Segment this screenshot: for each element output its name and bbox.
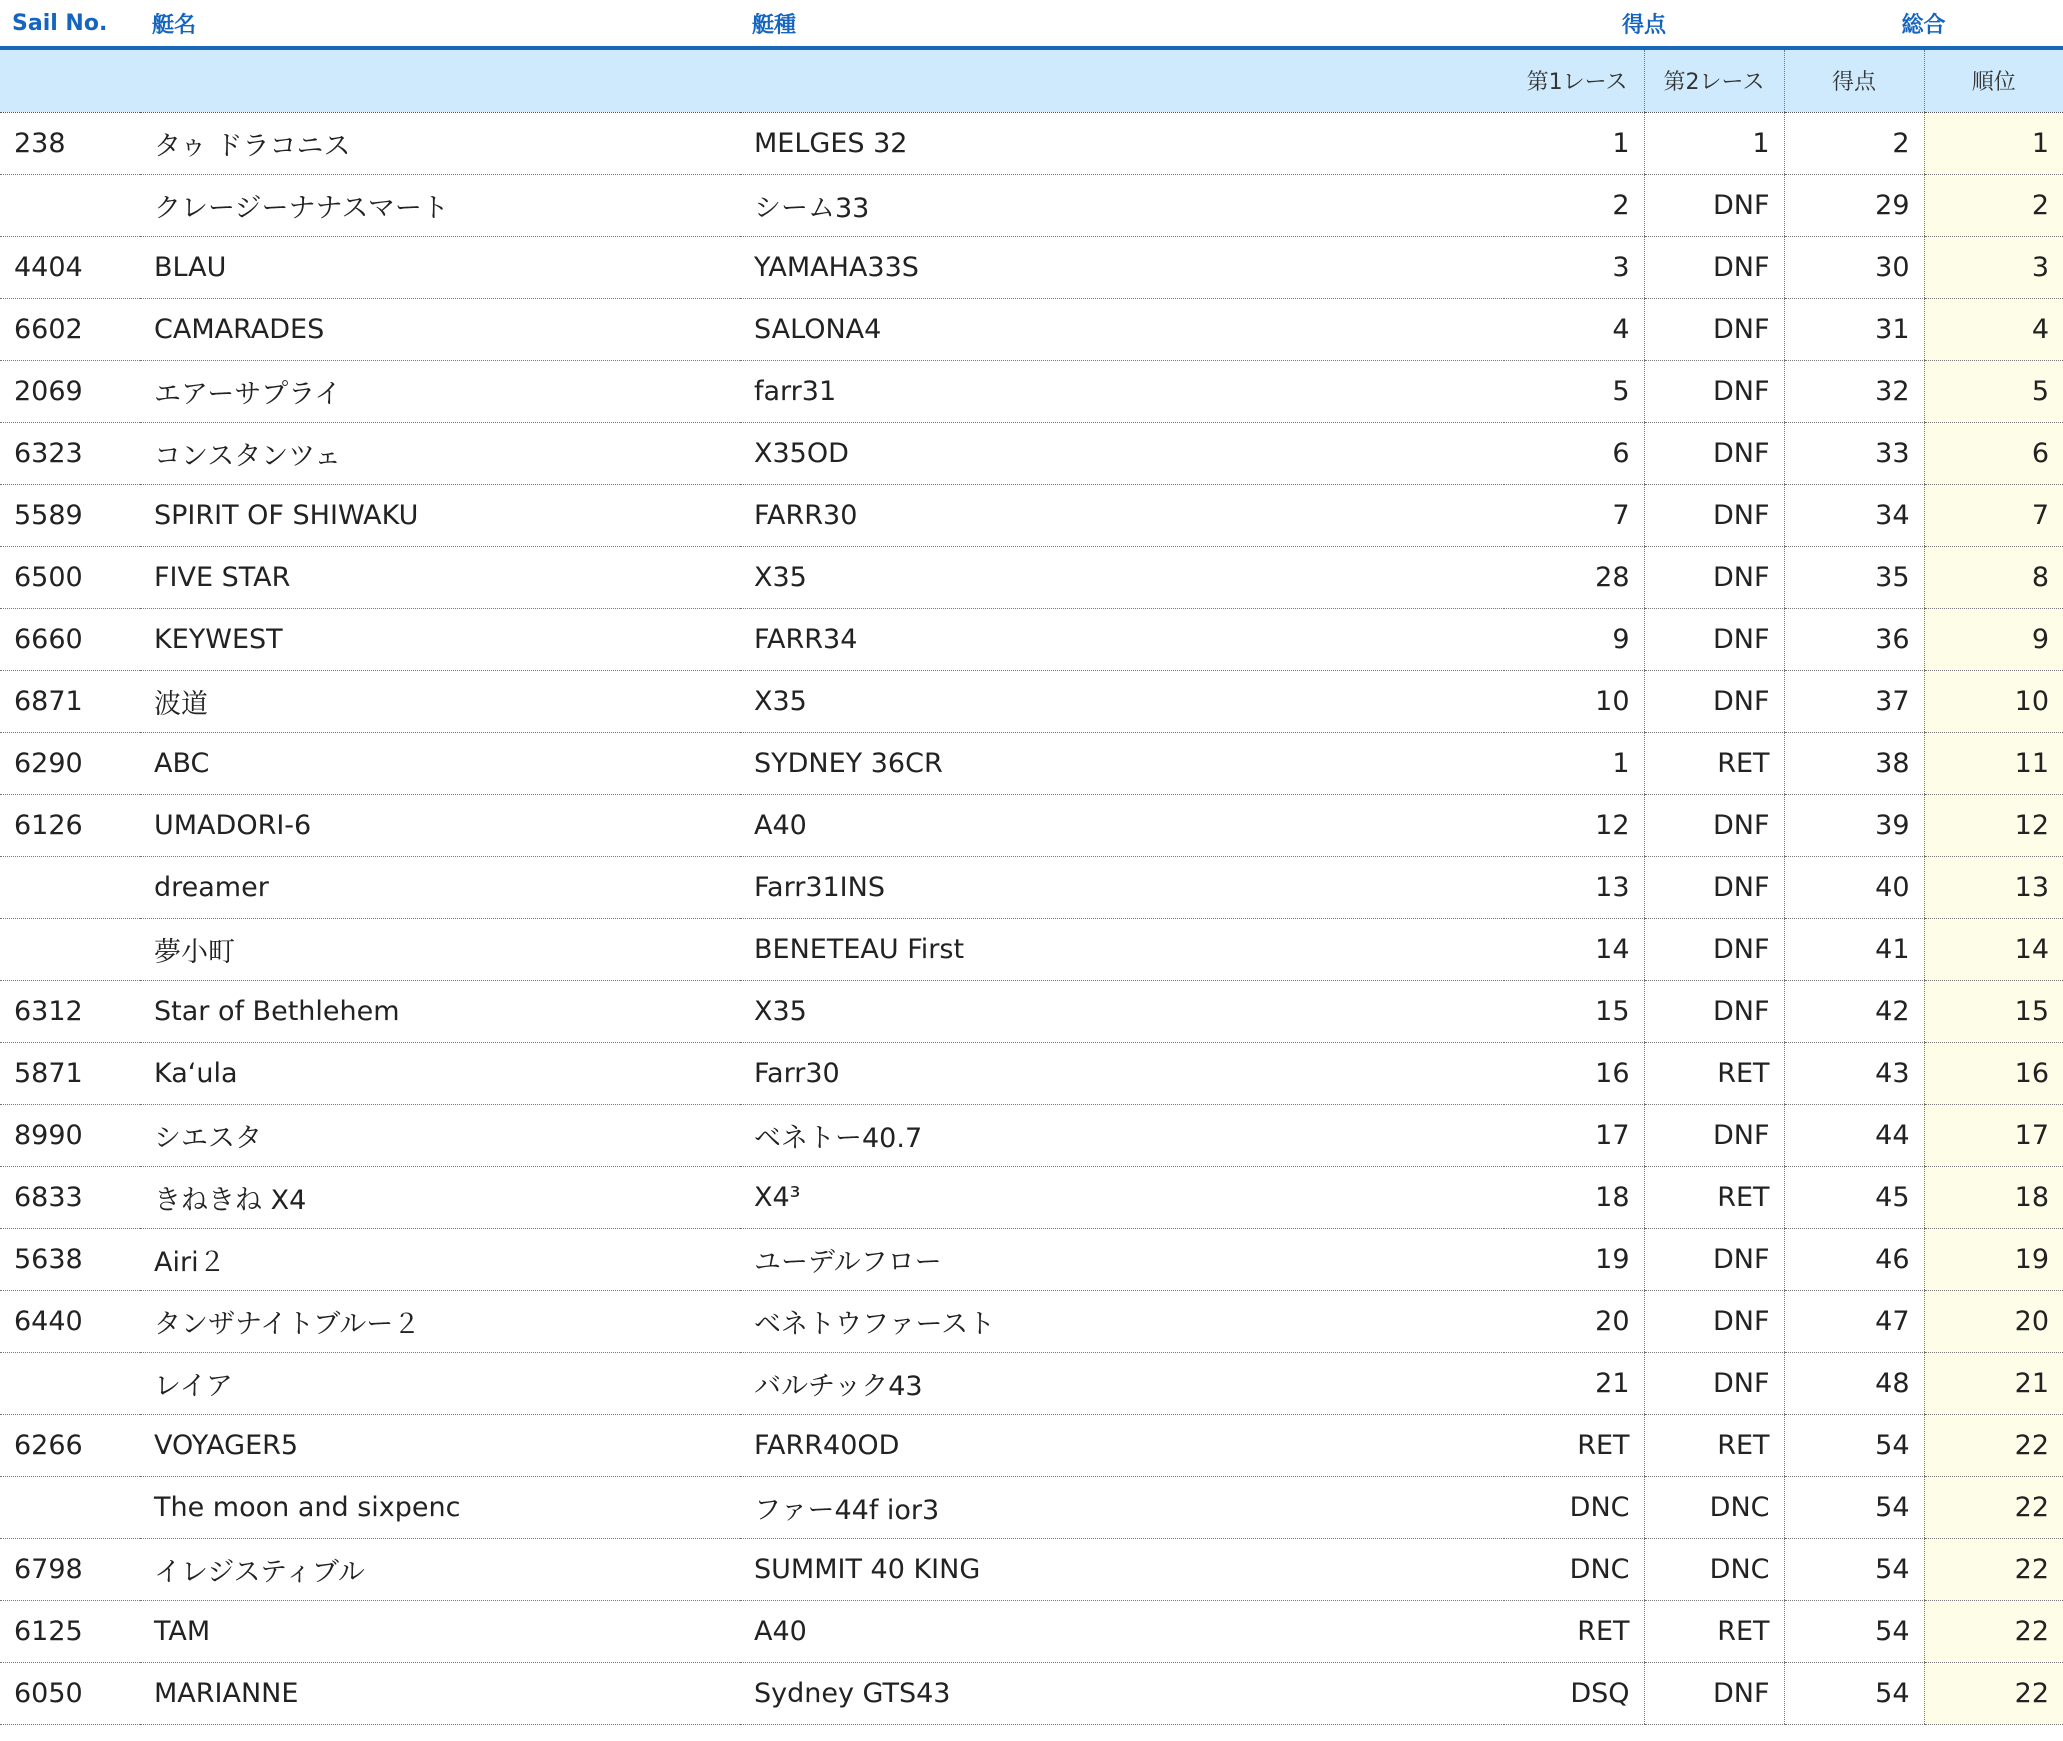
race2-score-cell: DNF	[1644, 1352, 1784, 1414]
total-points-cell: 45	[1784, 1166, 1924, 1228]
total-points-cell: 44	[1784, 1104, 1924, 1166]
boat-name-cell: CAMARADES	[140, 298, 740, 360]
subheader-empty	[740, 48, 1504, 112]
race2-score-cell: DNF	[1644, 1104, 1784, 1166]
boat-type-cell: A40	[740, 794, 1504, 856]
table-row	[0, 1662, 2063, 1724]
table-row	[0, 236, 2063, 298]
race1-score-cell: DNC	[1504, 1538, 1644, 1600]
table-row	[0, 484, 2063, 546]
rank-cell: 18	[1924, 1166, 2063, 1228]
table-row	[0, 298, 2063, 360]
race2-score-cell: DNC	[1644, 1476, 1784, 1538]
table-row	[0, 1600, 2063, 1662]
subheader-row	[0, 48, 2063, 112]
rank-cell: 22	[1924, 1476, 2063, 1538]
race1-score-cell: 3	[1504, 236, 1644, 298]
race1-score-cell: 21	[1504, 1352, 1644, 1414]
race1-score-cell: RET	[1504, 1414, 1644, 1476]
table-row	[0, 1042, 2063, 1104]
race2-score-cell: DNF	[1644, 794, 1784, 856]
sail-no-cell: 6602	[0, 298, 140, 360]
boat-name-cell: 夢小町	[140, 918, 740, 980]
rank-cell: 2	[1924, 174, 2063, 236]
table-row	[0, 422, 2063, 484]
table-row	[0, 1166, 2063, 1228]
rank-cell: 22	[1924, 1600, 2063, 1662]
header-boat-type: 艇種	[740, 0, 1504, 48]
subheader-race1: 第1レース	[1504, 48, 1644, 112]
race1-score-cell: DNC	[1504, 1476, 1644, 1538]
sail-no-cell: 8990	[0, 1104, 140, 1166]
table-row	[0, 1104, 2063, 1166]
table-row	[0, 112, 2063, 174]
sail-no-cell: 6833	[0, 1166, 140, 1228]
total-points-cell: 48	[1784, 1352, 1924, 1414]
race1-score-cell: 1	[1504, 112, 1644, 174]
race2-score-cell: RET	[1644, 732, 1784, 794]
race2-score-cell: DNF	[1644, 298, 1784, 360]
total-points-cell: 47	[1784, 1290, 1924, 1352]
sail-no-cell: 5638	[0, 1228, 140, 1290]
sail-no-cell: 6440	[0, 1290, 140, 1352]
sail-no-cell: 5871	[0, 1042, 140, 1104]
total-points-cell: 2	[1784, 112, 1924, 174]
sail-no-cell: 6266	[0, 1414, 140, 1476]
table-body	[0, 112, 2063, 1724]
race2-score-cell: DNF	[1644, 484, 1784, 546]
boat-type-cell: シーム33	[740, 174, 1504, 236]
subheader-empty	[140, 48, 740, 112]
table-row	[0, 1414, 2063, 1476]
rank-cell: 17	[1924, 1104, 2063, 1166]
race2-score-cell: DNF	[1644, 1662, 1784, 1724]
header-overall: 総合	[1784, 0, 2063, 48]
subheader-total-points: 得点	[1784, 48, 1924, 112]
race2-score-cell: DNF	[1644, 856, 1784, 918]
total-points-cell: 54	[1784, 1476, 1924, 1538]
sail-no-cell: 6500	[0, 546, 140, 608]
boat-name-cell: UMADORI-6	[140, 794, 740, 856]
rank-cell: 22	[1924, 1662, 2063, 1724]
rank-cell: 11	[1924, 732, 2063, 794]
boat-type-cell: Sydney GTS43	[740, 1662, 1504, 1724]
boat-type-cell: X35	[740, 980, 1504, 1042]
boat-name-cell: FIVE STAR	[140, 546, 740, 608]
sail-no-cell: 5589	[0, 484, 140, 546]
table-header	[0, 0, 2063, 112]
race2-score-cell: RET	[1644, 1414, 1784, 1476]
boat-type-cell: BENETEAU First	[740, 918, 1504, 980]
rank-cell: 4	[1924, 298, 2063, 360]
boat-name-cell: タゥ ドラコニス	[140, 112, 740, 174]
boat-type-cell: ユーデルフロー	[740, 1228, 1504, 1290]
boat-type-cell: ベネトー40.7	[740, 1104, 1504, 1166]
boat-name-cell: シエスタ	[140, 1104, 740, 1166]
boat-type-cell: X4³	[740, 1166, 1504, 1228]
race1-score-cell: 14	[1504, 918, 1644, 980]
header-score: 得点	[1504, 0, 1784, 48]
race1-score-cell: 19	[1504, 1228, 1644, 1290]
boat-name-cell: エアーサプライ	[140, 360, 740, 422]
rank-cell: 1	[1924, 112, 2063, 174]
boat-type-cell: X35	[740, 546, 1504, 608]
race2-score-cell: DNF	[1644, 1290, 1784, 1352]
table-row	[0, 1290, 2063, 1352]
sail-no-cell	[0, 1476, 140, 1538]
table-row	[0, 546, 2063, 608]
race2-score-cell: RET	[1644, 1600, 1784, 1662]
rank-cell: 7	[1924, 484, 2063, 546]
rank-cell: 14	[1924, 918, 2063, 980]
boat-type-cell: X35	[740, 670, 1504, 732]
table-row	[0, 608, 2063, 670]
race1-score-cell: 5	[1504, 360, 1644, 422]
boat-type-cell: FARR30	[740, 484, 1504, 546]
rank-cell: 12	[1924, 794, 2063, 856]
table-row	[0, 1352, 2063, 1414]
rank-cell: 5	[1924, 360, 2063, 422]
total-points-cell: 54	[1784, 1600, 1924, 1662]
header-sail-no: Sail No.	[0, 0, 140, 48]
rank-cell: 3	[1924, 236, 2063, 298]
sail-no-cell: 6126	[0, 794, 140, 856]
boat-type-cell: ベネトウファースト	[740, 1290, 1504, 1352]
boat-type-cell: SALONA4	[740, 298, 1504, 360]
race1-score-cell: RET	[1504, 1600, 1644, 1662]
table-row	[0, 732, 2063, 794]
sail-no-cell: 2069	[0, 360, 140, 422]
total-points-cell: 41	[1784, 918, 1924, 980]
total-points-cell: 31	[1784, 298, 1924, 360]
total-points-cell: 39	[1784, 794, 1924, 856]
rank-cell: 9	[1924, 608, 2063, 670]
total-points-cell: 36	[1784, 608, 1924, 670]
boat-type-cell: FARR34	[740, 608, 1504, 670]
boat-type-cell: Farr30	[740, 1042, 1504, 1104]
rank-cell: 21	[1924, 1352, 2063, 1414]
boat-type-cell: バルチック43	[740, 1352, 1504, 1414]
table-row	[0, 980, 2063, 1042]
race1-score-cell: 6	[1504, 422, 1644, 484]
subheader-rank: 順位	[1924, 48, 2063, 112]
sail-no-cell	[0, 856, 140, 918]
boat-name-cell: KEYWEST	[140, 608, 740, 670]
rank-cell: 20	[1924, 1290, 2063, 1352]
table-row	[0, 856, 2063, 918]
total-points-cell: 34	[1784, 484, 1924, 546]
table-row	[0, 1538, 2063, 1600]
sail-no-cell: 6660	[0, 608, 140, 670]
total-points-cell: 37	[1784, 670, 1924, 732]
race2-score-cell: RET	[1644, 1166, 1784, 1228]
boat-type-cell: Farr31INS	[740, 856, 1504, 918]
race2-score-cell: DNF	[1644, 546, 1784, 608]
subheader-race2: 第2レース	[1644, 48, 1784, 112]
rank-cell: 6	[1924, 422, 2063, 484]
boat-name-cell: VOYAGER5	[140, 1414, 740, 1476]
boat-type-cell: A40	[740, 1600, 1504, 1662]
boat-name-cell: Star of Bethlehem	[140, 980, 740, 1042]
rank-cell: 16	[1924, 1042, 2063, 1104]
race2-score-cell: RET	[1644, 1042, 1784, 1104]
race2-score-cell: DNF	[1644, 174, 1784, 236]
sail-no-cell: 6290	[0, 732, 140, 794]
race1-score-cell: DSQ	[1504, 1662, 1644, 1724]
boat-name-cell: レイア	[140, 1352, 740, 1414]
boat-type-cell: SYDNEY 36CR	[740, 732, 1504, 794]
total-points-cell: 35	[1784, 546, 1924, 608]
race2-score-cell: DNF	[1644, 1228, 1784, 1290]
boat-type-cell: FARR40OD	[740, 1414, 1504, 1476]
sail-no-cell: 6798	[0, 1538, 140, 1600]
boat-name-cell: BLAU	[140, 236, 740, 298]
table-row	[0, 1228, 2063, 1290]
race2-score-cell: DNF	[1644, 980, 1784, 1042]
table-row	[0, 174, 2063, 236]
rank-cell: 22	[1924, 1538, 2063, 1600]
sail-no-cell: 4404	[0, 236, 140, 298]
total-points-cell: 32	[1784, 360, 1924, 422]
boat-name-cell: TAM	[140, 1600, 740, 1662]
boat-name-cell: クレージーナナスマート	[140, 174, 740, 236]
table-row	[0, 670, 2063, 732]
boat-type-cell: MELGES 32	[740, 112, 1504, 174]
race2-score-cell: DNC	[1644, 1538, 1784, 1600]
race2-score-cell: DNF	[1644, 670, 1784, 732]
total-points-cell: 54	[1784, 1538, 1924, 1600]
subheader-empty	[0, 48, 140, 112]
total-points-cell: 42	[1784, 980, 1924, 1042]
race1-score-cell: 20	[1504, 1290, 1644, 1352]
rank-cell: 10	[1924, 670, 2063, 732]
sail-no-cell: 6871	[0, 670, 140, 732]
rank-cell: 8	[1924, 546, 2063, 608]
table-row	[0, 794, 2063, 856]
boat-name-cell: Ka‘ula	[140, 1042, 740, 1104]
total-points-cell: 40	[1784, 856, 1924, 918]
total-points-cell: 38	[1784, 732, 1924, 794]
table-row	[0, 1476, 2063, 1538]
sail-no-cell: 238	[0, 112, 140, 174]
race1-score-cell: 18	[1504, 1166, 1644, 1228]
race1-score-cell: 7	[1504, 484, 1644, 546]
total-points-cell: 46	[1784, 1228, 1924, 1290]
rank-cell: 13	[1924, 856, 2063, 918]
sail-no-cell: 6125	[0, 1600, 140, 1662]
boat-name-cell: The moon and sixpenc	[140, 1476, 740, 1538]
boat-type-cell: farr31	[740, 360, 1504, 422]
race1-score-cell: 2	[1504, 174, 1644, 236]
total-points-cell: 54	[1784, 1662, 1924, 1724]
race2-score-cell: DNF	[1644, 360, 1784, 422]
race1-score-cell: 9	[1504, 608, 1644, 670]
rank-cell: 19	[1924, 1228, 2063, 1290]
total-points-cell: 54	[1784, 1414, 1924, 1476]
race2-score-cell: DNF	[1644, 236, 1784, 298]
header-boat-name: 艇名	[140, 0, 740, 48]
race2-score-cell: DNF	[1644, 918, 1784, 980]
header-row	[0, 0, 2063, 48]
boat-name-cell: コンスタンツェ	[140, 422, 740, 484]
boat-name-cell: タンザナイトブルー２	[140, 1290, 740, 1352]
race1-score-cell: 4	[1504, 298, 1644, 360]
boat-type-cell: YAMAHA33S	[740, 236, 1504, 298]
sail-no-cell	[0, 1352, 140, 1414]
rank-cell: 22	[1924, 1414, 2063, 1476]
total-points-cell: 29	[1784, 174, 1924, 236]
race1-score-cell: 13	[1504, 856, 1644, 918]
race2-score-cell: 1	[1644, 112, 1784, 174]
race1-score-cell: 16	[1504, 1042, 1644, 1104]
boat-name-cell: MARIANNE	[140, 1662, 740, 1724]
sail-no-cell	[0, 174, 140, 236]
table-row	[0, 360, 2063, 422]
boat-type-cell: X35OD	[740, 422, 1504, 484]
boat-name-cell: SPIRIT OF SHIWAKU	[140, 484, 740, 546]
boat-name-cell: Airi２	[140, 1228, 740, 1290]
rank-cell: 15	[1924, 980, 2063, 1042]
total-points-cell: 43	[1784, 1042, 1924, 1104]
sail-no-cell	[0, 918, 140, 980]
boat-name-cell: ABC	[140, 732, 740, 794]
race1-score-cell: 17	[1504, 1104, 1644, 1166]
race1-score-cell: 10	[1504, 670, 1644, 732]
table-row	[0, 918, 2063, 980]
race1-score-cell: 1	[1504, 732, 1644, 794]
total-points-cell: 33	[1784, 422, 1924, 484]
sail-no-cell: 6312	[0, 980, 140, 1042]
race1-score-cell: 15	[1504, 980, 1644, 1042]
sail-no-cell: 6050	[0, 1662, 140, 1724]
sail-no-cell: 6323	[0, 422, 140, 484]
race1-score-cell: 28	[1504, 546, 1644, 608]
race2-score-cell: DNF	[1644, 422, 1784, 484]
boat-name-cell: dreamer	[140, 856, 740, 918]
boat-type-cell: SUMMIT 40 KING	[740, 1538, 1504, 1600]
race1-score-cell: 12	[1504, 794, 1644, 856]
boat-name-cell: きねきね X4	[140, 1166, 740, 1228]
total-points-cell: 30	[1784, 236, 1924, 298]
boat-name-cell: イレジスティブル	[140, 1538, 740, 1600]
race2-score-cell: DNF	[1644, 608, 1784, 670]
boat-name-cell: 波道	[140, 670, 740, 732]
boat-type-cell: ファー44f ior3	[740, 1476, 1504, 1538]
